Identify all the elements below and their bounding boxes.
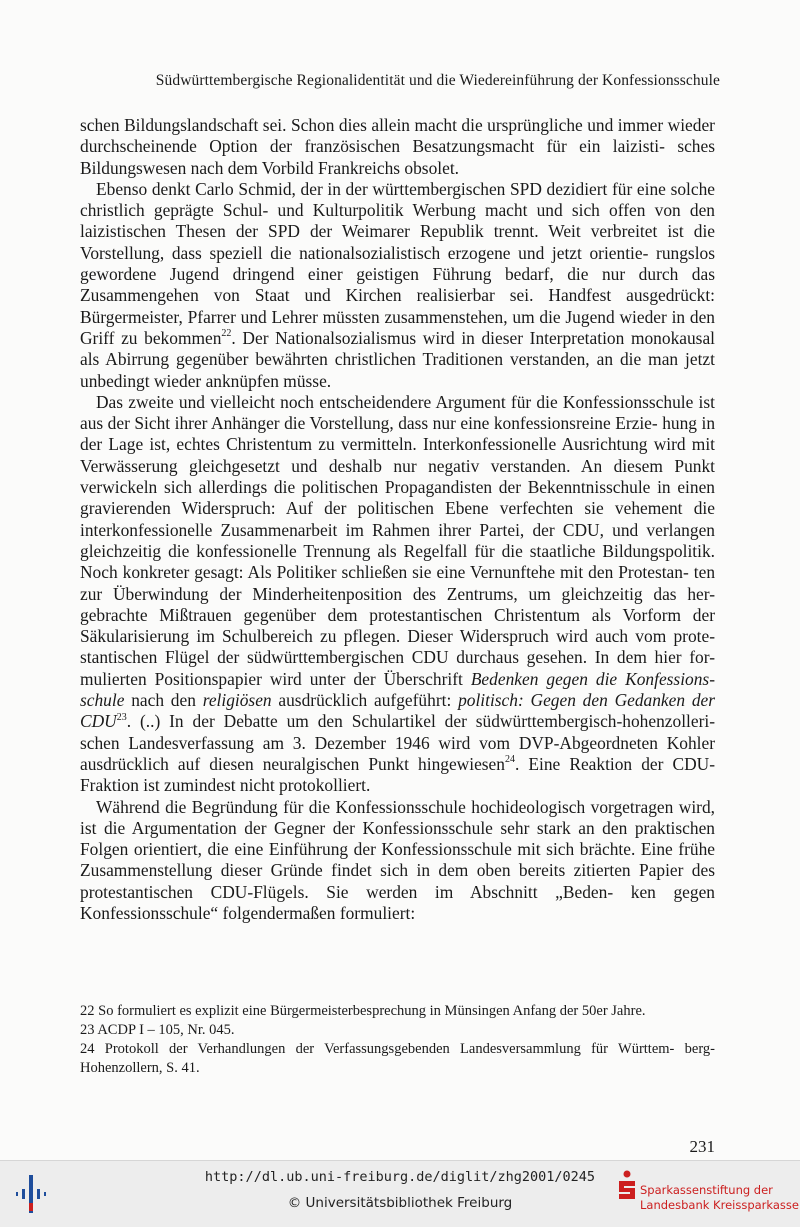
viewer-footer	[0, 1160, 800, 1227]
permalink-url[interactable]: http://dl.ub.uni-freiburg.de/diglit/zhg2001/0245	[204, 1169, 596, 1185]
footnote-text: berg-Hohenzollern, S. 41.	[80, 1041, 716, 1076]
text-line: gleichzeitig die konfessionelle Trennung als Regelfall für die staatliche Bildungspolitik.	[80, 540, 715, 561]
text-line: brächte. Eine frühe Zusammenstellung dieser Gründe findet sich in dem oben bereits	[80, 839, 715, 881]
footnote-text: 23 ACDP I – 105, Nr. 045.	[80, 1022, 235, 1038]
text-line: einen gravierenden Widerspruch: Auf der politischen Ebene verfechten sie vehement die	[80, 477, 715, 519]
italic-term: religiösen	[202, 690, 272, 711]
text-line: wieder durchscheinende Option der französischen Besatzungsmacht für ein laizisti-	[80, 115, 715, 157]
quoted-heading: Bedenken gegen die Konfessions-	[470, 668, 715, 689]
text-line: Ebenso denkt Carlo Schmid, der in der württembergischen SPD dezidiert für eine	[96, 178, 666, 199]
text-line: stantischen Flügel der südwürttembergischen CDU durchaus gesehen. In dem hier for-	[80, 647, 715, 668]
footnotes	[80, 1002, 715, 1078]
footnote-text: 22 So formuliert es explizit eine Bürgermeisterbesprechung in Münsingen Anfang der 50er	[80, 1003, 608, 1019]
quoted-heading: schule	[80, 690, 125, 711]
text-line: gebrachte Mißtrauen gegenüber dem protestantischen Christentum als Vorform der	[80, 604, 715, 625]
sponsor-name-line1: Sparkassenstiftung der	[640, 1183, 773, 1197]
text-line: rungslos gewordene Jugend dringend einer geistigen Führung bedarf, die nur durch	[80, 242, 715, 285]
text-line: wird, ist die Argumentation der Gegner der Konfessionsschule sehr stark an den	[80, 796, 715, 838]
sponsor-logo[interactable]	[616, 1169, 800, 1221]
paragraph-2	[80, 179, 715, 392]
text-line: zitierten Papier des protestantischen CDU-Flügels. Sie werden im Abschnitt „Beden-	[80, 860, 715, 902]
text-line: interkonfessionelle Zusammenarbeit im Rahmen ihrer Partei, der CDU, und verlangen	[80, 519, 715, 540]
library-logo-icon[interactable]	[14, 1173, 48, 1215]
sparkasse-s-icon	[616, 1169, 638, 1201]
footnote-ref-22[interactable]: 22	[221, 328, 232, 340]
footnote-23	[80, 1021, 715, 1040]
text-line: Säkularisierung im Schulbereich zu pflegen. Dieser Widerspruch wird auch vom prote-	[80, 626, 715, 647]
text-line: ausdrücklich aufgeführt:	[271, 690, 459, 711]
text-line: Noch konkreter gesagt: Als Politiker schließen sie eine Vernunftehe mit den Protestan-	[80, 562, 689, 583]
text-line: ten zur Überwindung der Minderheitenposition des Zentrums, um gleichzeitig das her-	[80, 562, 716, 604]
text-line: Fraktion ist zumindest nicht protokolliert.	[80, 775, 371, 796]
text-line: Punkt verwickeln sich allerdings die politischen Propagandisten der Bekenntnisschule in	[80, 455, 715, 498]
text-line: hung in der Lage ist, echtes Christentum zu vermitteln. Interkonfessionelle Ausrichtung	[80, 413, 716, 455]
text-line: nach den	[124, 690, 203, 711]
italic-quote: CDU	[80, 711, 117, 732]
copyright-notice: © Universitätsbibliothek Freiburg	[287, 1195, 513, 1211]
text-line: schen Bildungslandschaft sei. Schon dies allein macht die ursprüngliche und immer	[80, 115, 664, 135]
text-line: schen Landesverfassung am 3. Dezember 1946 wird vom DVP-Abgeordneten Kohler	[80, 732, 715, 753]
text-line: ken gegen Konfessionsschule“ folgendermaßen formuliert:	[80, 881, 715, 923]
text-line: an die man jetzt unbedingt wieder anknüpfen müsse.	[80, 349, 715, 391]
text-line: . Eine Reaktion der CDU-	[514, 753, 715, 774]
body-text	[80, 115, 715, 924]
footnote-ref-24[interactable]: 24	[504, 754, 515, 766]
footnote-22	[80, 1002, 715, 1021]
text-line: das Zusammengehen von Staat und Kirchen realisierbar sei. Handfest ausgedrückt:	[80, 264, 715, 306]
sponsor-name-line2: Landesbank Kreissparkasse	[640, 1198, 799, 1212]
text-line: sches Bildungswesen nach dem Vorbild Frankreichs obsolet.	[80, 136, 715, 178]
paragraph-3	[80, 392, 715, 797]
text-line: mulierten Positionspapier wird unter der Überschrift	[80, 668, 471, 689]
text-line: in den Griff zu bekommen	[80, 306, 715, 348]
page-number: 231	[689, 1137, 715, 1156]
paragraph-4	[80, 797, 715, 925]
text-line: Das zweite und vielleicht noch entscheidendere Argument für die Konfessionsschule	[96, 391, 694, 412]
text-line: Bürgermeister, Pfarrer und Lehrer müssten zusammenstehen, um die Jugend wieder	[80, 306, 667, 327]
text-line: praktischen Folgen orientiert, die eine Einführung der Konfessionsschule mit sich	[80, 817, 715, 860]
text-line: ist die Vorstellung, dass speziell die nationalsozialistisch erzogene und jetzt orientie-	[80, 221, 715, 263]
text-line: wird mit Verwässerung gleichgesetzt und deshalb nur negativ verstanden. An diesem	[80, 434, 715, 476]
text-line: ausdrücklich auf diesen neuralgischen Punkt hingewiesen	[80, 753, 505, 774]
footnote-24	[80, 1040, 715, 1078]
text-line: . (..) In der Debatte um den Schulartikel der südwürttembergisch-hohenzolleri-	[126, 711, 715, 732]
text-line: solche christlich geprägte Schul- und Kulturpolitik Werbung macht und sich offen	[80, 178, 715, 221]
italic-quote: politisch: Gegen den Gedanken der	[458, 690, 716, 711]
text-line: . Der Nationalsozialismus wird in dieser Interpretation	[231, 327, 625, 348]
text-line: ist aus der Sicht ihrer Anhänger die Vorstellung, dass nur eine konfessionsreine Erzie-	[80, 391, 715, 434]
running-head: Südwürttembergische Regionalidentität und die Wiedereinführung der Konfessionsschule	[155, 72, 720, 89]
text-line: Während die Begründung für die Konfessionsschule hochideologisch vorgetragen	[96, 796, 674, 817]
paragraph-1	[80, 115, 715, 179]
text-line: von den laizistischen Thesen der SPD der Weimarer Republik trennt. Weit verbreitet	[80, 200, 715, 242]
footnote-ref-23[interactable]: 23	[116, 711, 127, 723]
footnote-text: Jahre.	[611, 1003, 646, 1019]
text-line: monokausal als Abirrung gegenüber bewährten christlichen Traditionen verstanden,	[80, 327, 715, 370]
footnote-text: 24 Protokoll der Verhandlungen der Verfassungsgebenden Landesversammlung für Württem-	[80, 1041, 675, 1057]
